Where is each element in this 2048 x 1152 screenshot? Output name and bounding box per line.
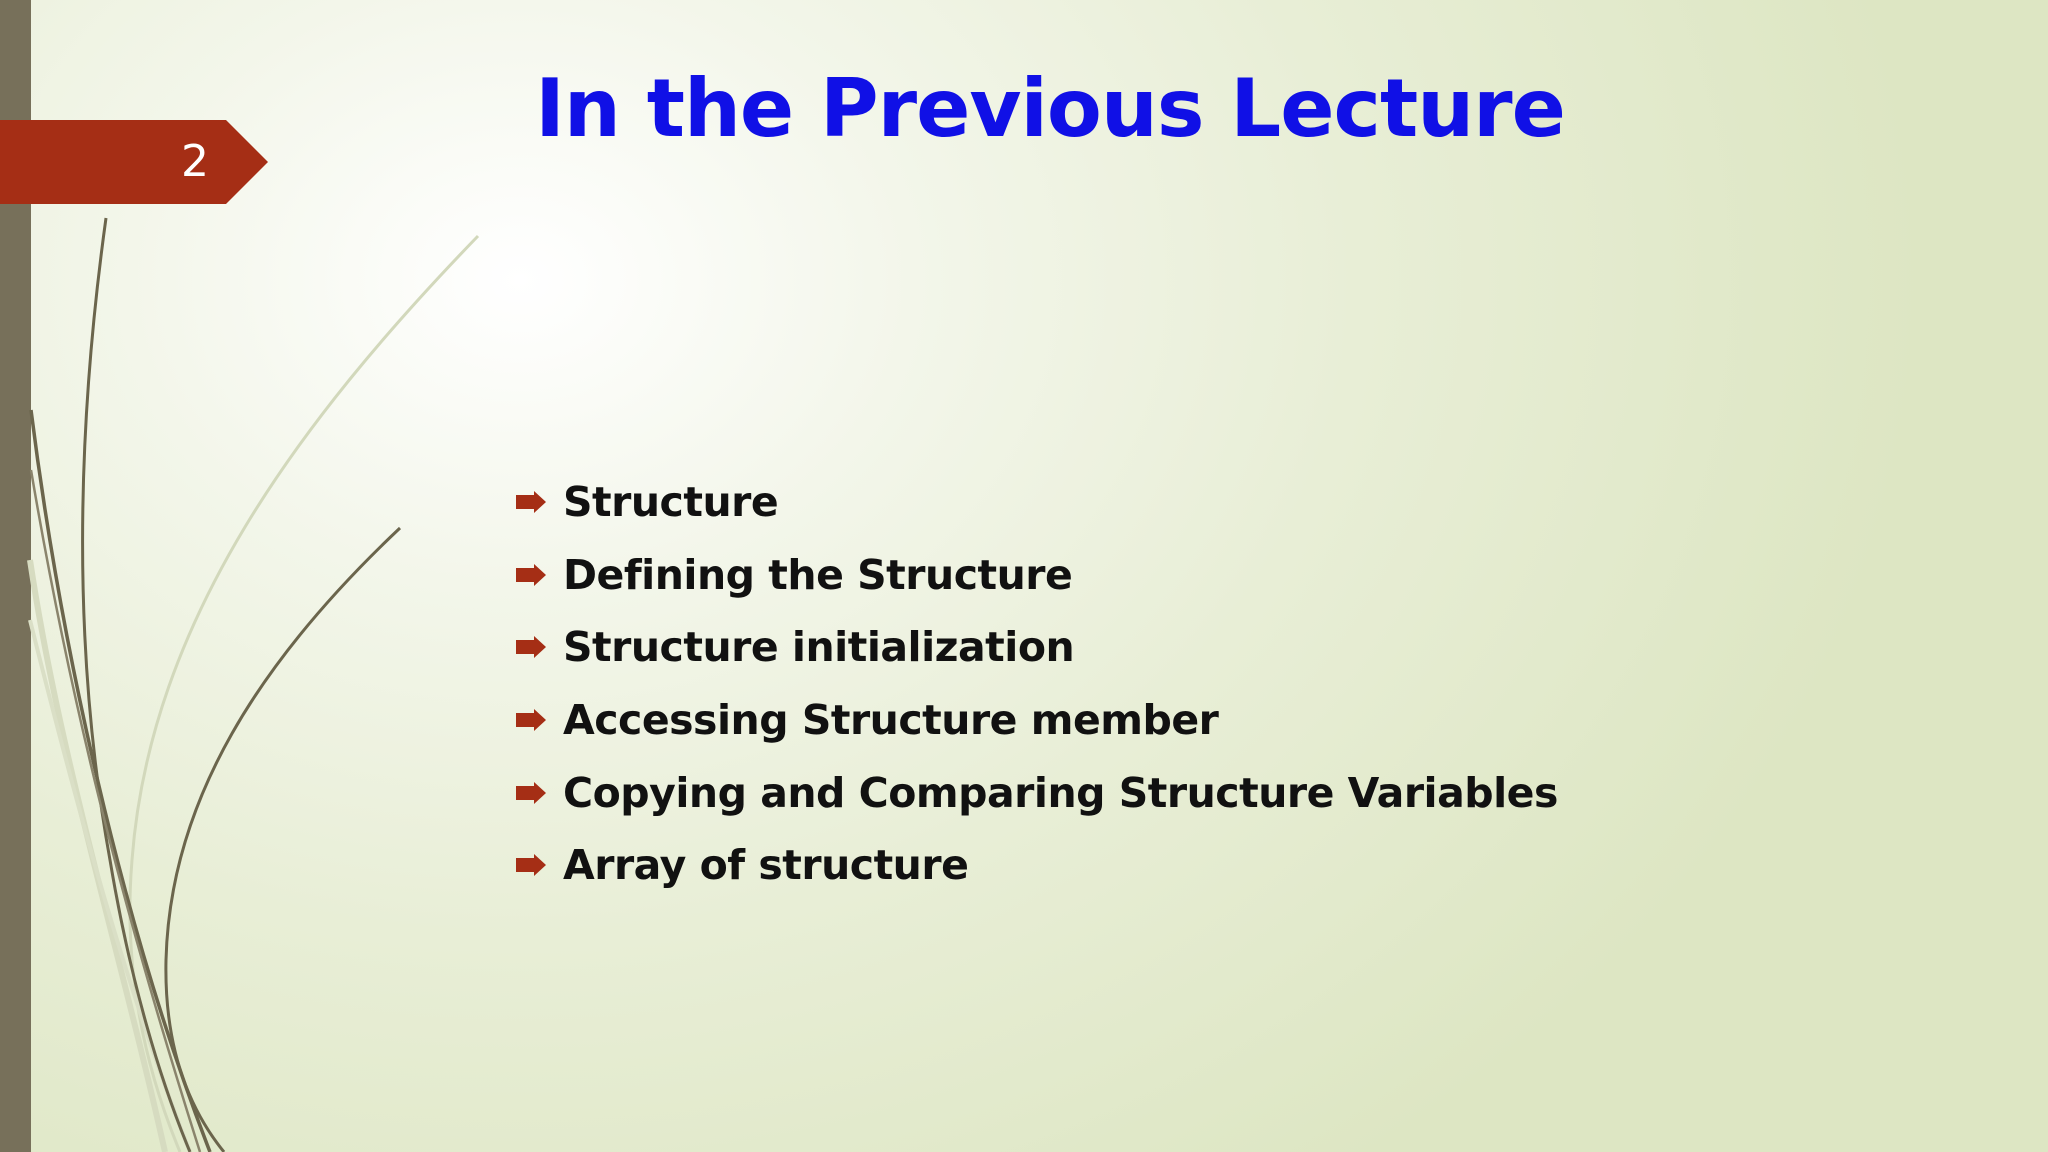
page-number: 2 [181,136,209,187]
arrow-bullet-icon [515,635,547,659]
bullet-text: Accessing Structure member [563,696,1219,745]
grass-strand-dark [31,410,210,1152]
arrow-bullet-icon [515,781,547,805]
bullet-list [515,466,1558,902]
list-item [515,756,1558,829]
bullet-text: Defining the Structure [563,550,1073,599]
list-item [515,829,1558,902]
grass-strand-light [30,560,165,1152]
arrow-bullet-icon [515,708,547,732]
list-item [515,611,1558,684]
list-item [515,466,1558,539]
bullet-text: Copying and Comparing Structure Variables [563,768,1558,817]
grass-strand-dark [82,218,190,1152]
grass-strand-dark [166,528,400,1152]
slide-title: In the Previous Lecture [535,62,1565,155]
list-item [515,539,1558,612]
arrow-bullet-icon [515,490,547,514]
list-item [515,684,1558,757]
arrow-bullet-icon [515,563,547,587]
grass-strand-light [130,236,478,1152]
bullet-text: Structure [563,478,779,527]
arrow-bullet-icon [515,853,547,877]
bullet-text: Array of structure [563,841,969,890]
bullet-text: Structure initialization [563,623,1075,672]
